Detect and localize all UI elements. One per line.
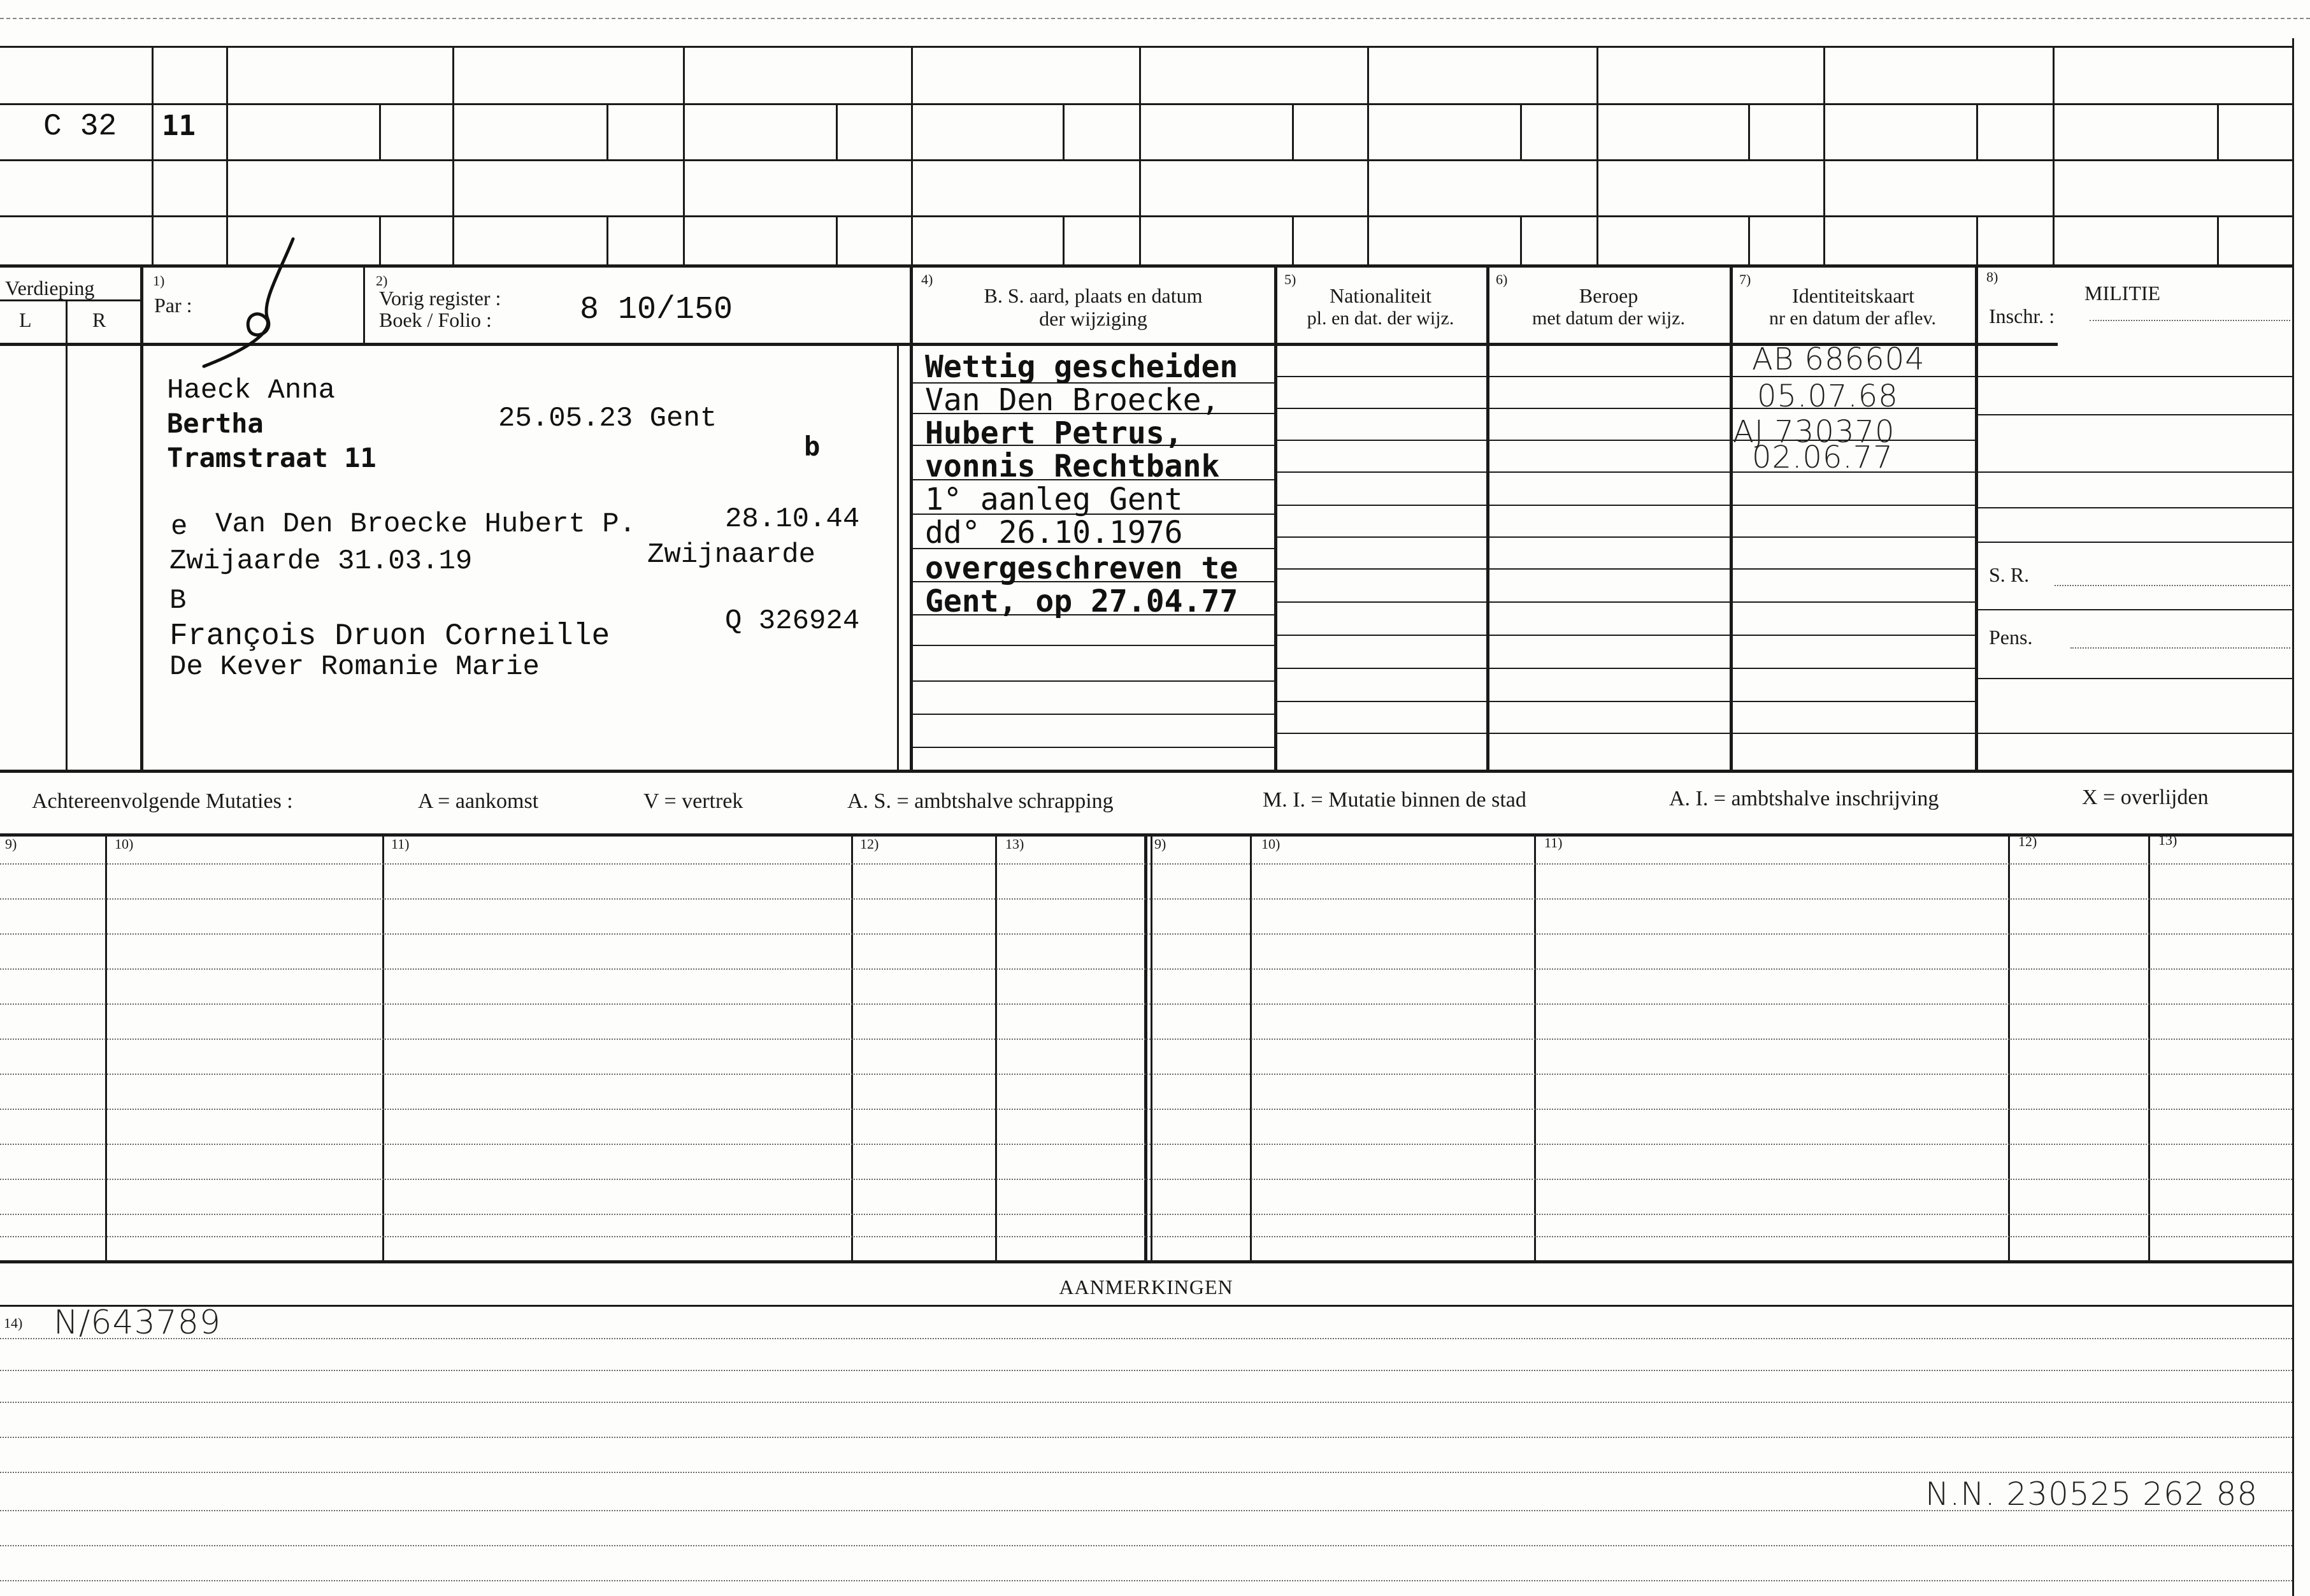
- card-number: 11: [162, 110, 196, 142]
- identity-line-4: 02.06.77: [1752, 440, 1893, 475]
- civil-line-4: vonnis Rechtbank: [925, 449, 1220, 484]
- civil-line-5: 1° aanleg Gent: [925, 482, 1183, 517]
- mut-col-right-9: 9): [1154, 836, 1166, 852]
- person-mark: b: [804, 431, 821, 462]
- field-number-8: 8): [1986, 269, 1998, 285]
- person-second-name: Bertha: [167, 408, 264, 439]
- register-value: 8 10/150: [580, 292, 733, 328]
- bs-label-2: der wijziging: [1039, 307, 1147, 330]
- field-number-6: 6): [1496, 271, 1508, 287]
- sr-label: S. R.: [1989, 563, 2030, 586]
- marriage-place: Zwijnaarde: [647, 539, 816, 571]
- bs-label-1: B. S. aard, plaats en datum: [984, 284, 1203, 307]
- card-code: C 32: [43, 110, 117, 144]
- civil-line-3: Hubert Petrus,: [925, 415, 1183, 451]
- mut-col-left-11: 11): [391, 836, 410, 852]
- b-line: B: [169, 585, 187, 617]
- father-name: François Druon Corneille: [169, 619, 610, 654]
- civil-line-6: dd° 26.10.1976: [925, 515, 1183, 550]
- card-number-value: Q 326924: [725, 605, 860, 637]
- mut-col-right-13: 13): [2158, 832, 2177, 848]
- beroep-label-2: met datum der wijz.: [1532, 308, 1685, 329]
- mut-col-right-12: 12): [2018, 833, 2037, 849]
- boek-folio-label: Boek / Folio :: [379, 308, 492, 331]
- civil-line-8: Gent, op 27.04.77: [925, 584, 1238, 619]
- mut-col-left-10: 10): [115, 836, 134, 852]
- identiteitskaart-label-2: nr en datum der aflev.: [1768, 308, 1937, 329]
- mut-col-left-12: 12): [860, 836, 879, 852]
- remarks-entry: N/643789: [54, 1304, 221, 1342]
- mutations-title: Achtereenvolgende Mutaties :: [32, 789, 293, 813]
- spouse-prefix: e: [171, 511, 188, 543]
- handwritten-par-mark-icon: [191, 233, 331, 379]
- legend-a: A = aankomst: [418, 789, 539, 813]
- verdieping-label: Verdieping: [5, 277, 95, 299]
- nationaliteit-label-1: Nationaliteit: [1330, 284, 1431, 307]
- legend-ai: A. I. = ambtshalve inschrijving: [1669, 787, 1939, 810]
- marriage-date: 28.10.44: [725, 503, 860, 535]
- l-label: L: [19, 308, 32, 331]
- national-number: N.N. 230525 262 88: [1925, 1476, 2258, 1513]
- mut-col-right-10: 10): [1261, 836, 1281, 852]
- r-label: R: [92, 308, 106, 331]
- mut-col-left-13: 13): [1005, 836, 1024, 852]
- identiteitskaart-label-1: Identiteitskaart: [1792, 284, 1914, 307]
- field-number-7: 7): [1739, 271, 1751, 287]
- civil-line-7: overgeschreven te: [925, 550, 1238, 586]
- mother-name: De Kever Romanie Marie: [169, 651, 540, 683]
- spouse-name: Van Den Broecke Hubert P.: [215, 508, 636, 540]
- militie-label: MILITIE: [2084, 282, 2161, 305]
- field-number-4: 4): [921, 271, 933, 287]
- remarks-title: AANMERKINGEN: [1059, 1276, 1233, 1298]
- vorig-register-label: Vorig register :: [379, 287, 501, 310]
- field-number-1: 1): [153, 273, 165, 289]
- legend-as: A. S. = ambtshalve schrapping: [847, 789, 1114, 813]
- nationaliteit-label-2: pl. en dat. der wijz.: [1307, 308, 1454, 329]
- par-label: Par :: [154, 294, 192, 317]
- legend-v: V = vertrek: [643, 789, 743, 813]
- pens-label: Pens.: [1989, 626, 2033, 649]
- identity-line-3: AJ 730370: [1733, 414, 1895, 450]
- field-number-2: 2): [376, 273, 388, 289]
- identity-line-2: 05.07.68: [1757, 378, 1898, 414]
- legend-mi: M. I. = Mutatie binnen de stad: [1263, 788, 1526, 812]
- beroep-label-1: Beroep: [1579, 284, 1639, 307]
- identity-line-1: AB 686604: [1752, 341, 1925, 377]
- civil-line-2: Van Den Broecke,: [925, 382, 1220, 418]
- card-top-edge: [0, 18, 2310, 19]
- civil-line-1: Wettig gescheiden: [925, 349, 1238, 385]
- field-number-5: 5): [1284, 271, 1296, 287]
- mut-col-left-9: 9): [5, 836, 17, 852]
- spouse-birth: Zwijaarde 31.03.19: [169, 545, 473, 577]
- legend-x: X = overlijden: [2082, 786, 2209, 809]
- person-birth: 25.05.23 Gent: [498, 403, 717, 435]
- field-number-14: 14): [4, 1315, 23, 1331]
- mut-col-right-11: 11): [1544, 835, 1563, 851]
- person-name: Haeck Anna: [167, 375, 336, 406]
- person-address: Tramstraat 11: [167, 442, 377, 473]
- inschr-label: Inschr. :: [1989, 305, 2055, 327]
